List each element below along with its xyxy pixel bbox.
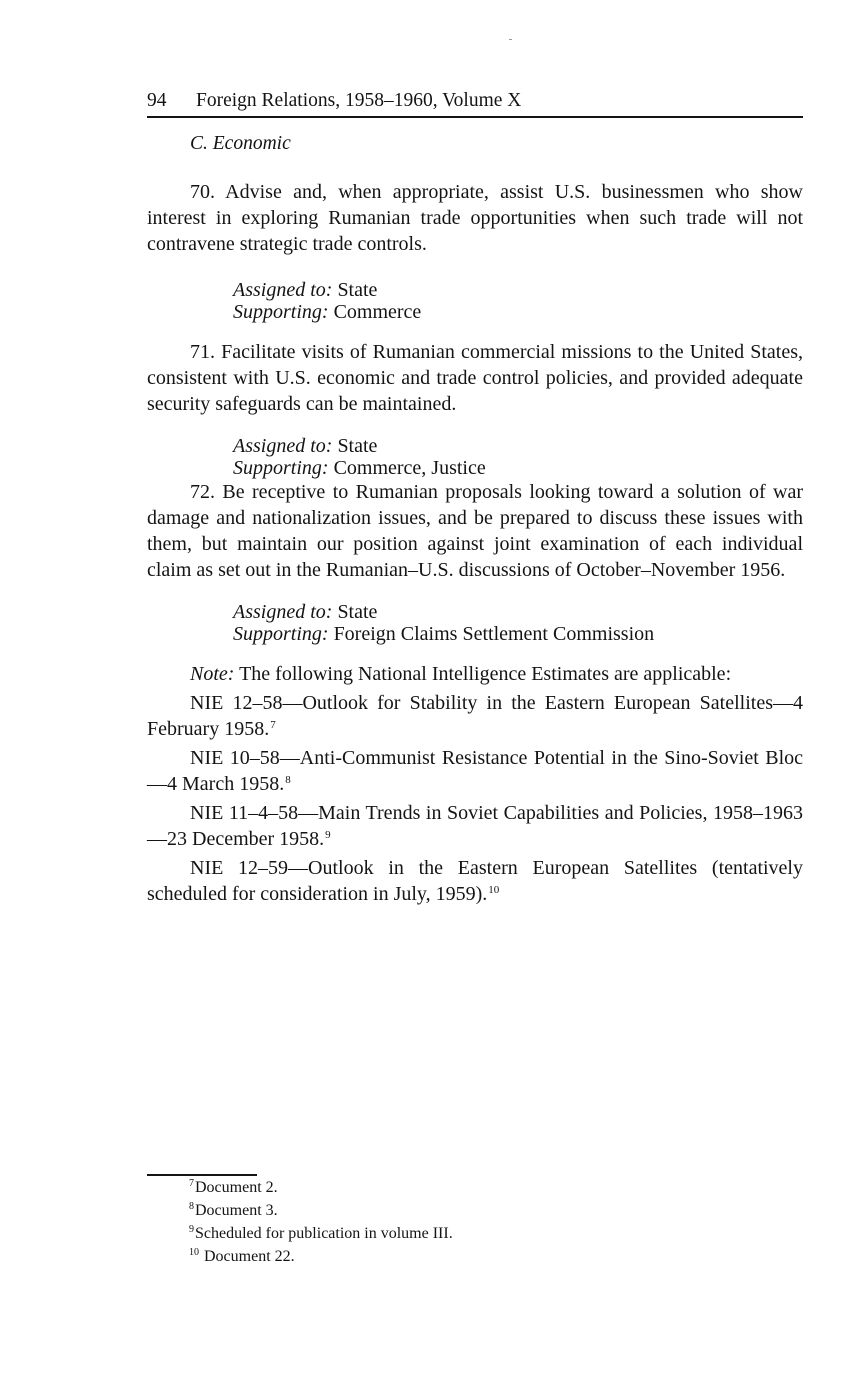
supporting-label: Supporting: xyxy=(233,301,329,323)
page-number: 94 xyxy=(147,90,167,111)
footnote xyxy=(189,1199,803,1222)
item-71: 71. Facilitate visits of Rumanian commercial missions to the United States, consistent with U.S. economic and trade control policies, and provided adequate security safeguards can be maintained. xyxy=(147,341,803,415)
estimate-text: NIE 12–59—Outlook in the Eastern European Satellites (tentatively scheduled for consideration in July, 1959). xyxy=(147,857,803,905)
assigned-value: State xyxy=(337,601,378,623)
item-70-assignment xyxy=(233,279,803,323)
assigned-label: Assigned to: xyxy=(233,279,333,301)
footnote-ref: 10 xyxy=(488,884,500,896)
supporting-value: Commerce xyxy=(333,301,422,323)
section-heading: C. Economic xyxy=(190,133,291,154)
assigned-line xyxy=(233,279,803,301)
supporting-label: Supporting: xyxy=(233,623,329,645)
assigned-label: Assigned to: xyxy=(233,601,333,623)
note-text: The following National Intelligence Estimates are applicable: xyxy=(239,663,732,685)
supporting-line xyxy=(233,457,803,479)
supporting-value: Foreign Claims Settlement Commission xyxy=(333,623,655,645)
footnote-ref: 7 xyxy=(270,719,276,731)
estimate-item xyxy=(147,745,803,797)
assigned-line xyxy=(233,601,803,623)
footnote-ref: 8 xyxy=(285,774,291,786)
estimate-item xyxy=(147,855,803,907)
note-paragraph xyxy=(147,661,803,687)
supporting-value: Commerce, Justice xyxy=(333,457,486,479)
assigned-value: State xyxy=(337,279,378,301)
footnote-number: 10 xyxy=(189,1247,199,1258)
page-body xyxy=(147,88,803,907)
volume-title: Foreign Relations, 1958–1960, Volume X xyxy=(196,90,522,111)
item-72-assignment xyxy=(233,601,803,645)
footnote-number: 7 xyxy=(189,1178,194,1189)
estimate-text: NIE 12–58—Outlook for Stability in the Eastern European Satellites—4 February 1958. xyxy=(147,692,803,740)
item-70: 70. Advise and, when appropriate, assist U.S. businessmen who show interest in exploring Rumanian trade opportunities when such trade will not contravene strategic trade controls. xyxy=(147,181,803,255)
footnote xyxy=(189,1245,803,1268)
supporting-label: Supporting: xyxy=(233,457,329,479)
note-label: Note: xyxy=(190,663,235,685)
item-71-assignment xyxy=(233,435,803,479)
estimate-text: NIE 10–58—Anti-Communist Resistance Potential in the Sino-Soviet Bloc—4 March 1958. xyxy=(147,747,803,795)
item-72: 72. Be receptive to Rumanian proposals looking toward a solution of war damage and nationalization issues, and be prepared to discuss these issues with them, but maintain our position against joint examination of each individual claim as set out in the Rumanian–U.S. discussions of October–November 1956. xyxy=(147,481,803,581)
footnote xyxy=(189,1176,803,1199)
scan-speck xyxy=(509,39,512,40)
assigned-value: State xyxy=(337,435,378,457)
estimate-item xyxy=(147,800,803,852)
footnote xyxy=(189,1222,803,1245)
estimate-item xyxy=(147,690,803,742)
footnote-text: Document 22. xyxy=(204,1248,295,1265)
supporting-line xyxy=(233,301,803,323)
estimate-text: NIE 11–4–58—Main Trends in Soviet Capabilities and Policies, 1958–1963—23 December 1958. xyxy=(147,802,803,850)
footnotes xyxy=(147,1174,803,1268)
footnote-text: Document 2. xyxy=(195,1179,278,1196)
footnote-ref: 9 xyxy=(325,829,331,841)
assigned-line xyxy=(233,435,803,457)
footnote-text: Document 3. xyxy=(195,1202,278,1219)
assigned-label: Assigned to: xyxy=(233,435,333,457)
footnote-number: 8 xyxy=(189,1201,194,1212)
footnote-number: 9 xyxy=(189,1224,194,1235)
running-head xyxy=(147,88,803,118)
supporting-line xyxy=(233,623,803,645)
footnote-text: Scheduled for publication in volume III. xyxy=(195,1225,453,1242)
